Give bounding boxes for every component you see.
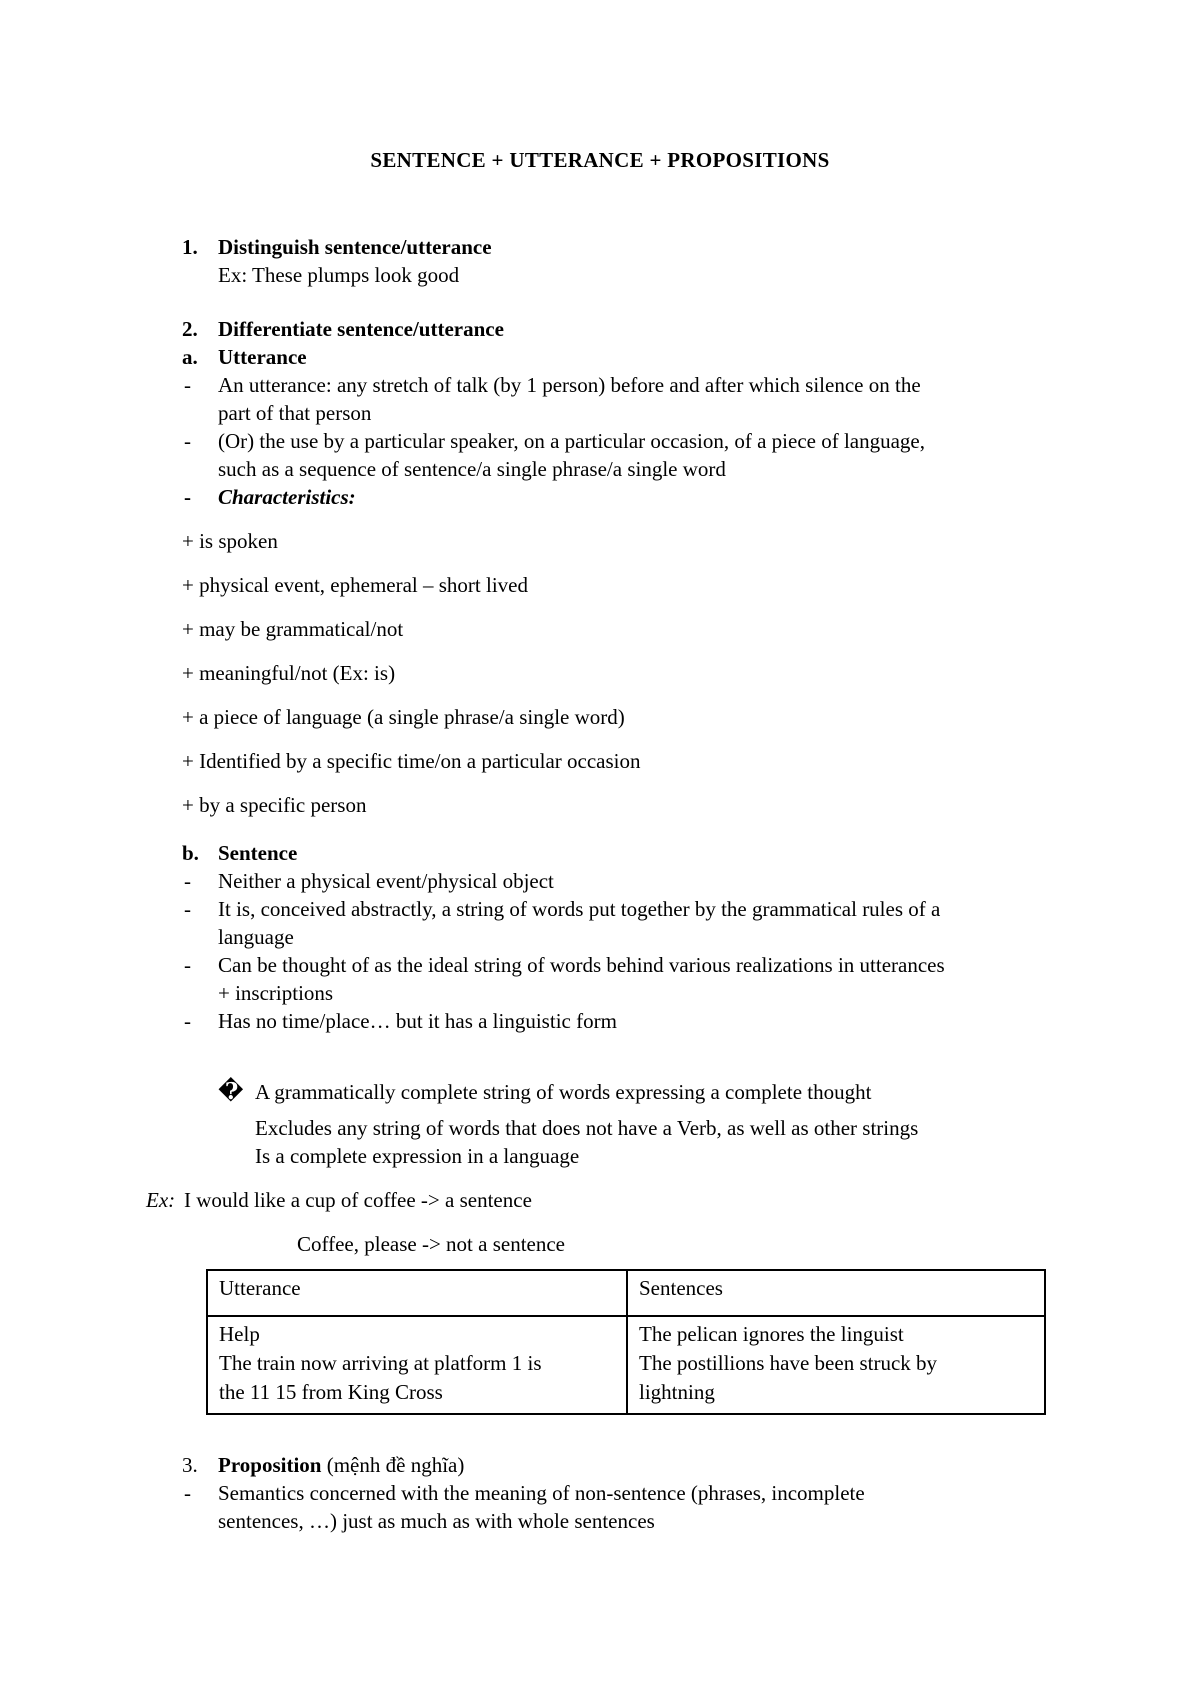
- characteristic-item: + physical event, ephemeral – short lived: [182, 573, 528, 597]
- sentence-point-3-line2: + inscriptions: [218, 981, 334, 1005]
- bullet-dash: -: [184, 897, 191, 921]
- section-2-number: 2.: [182, 317, 198, 341]
- characteristic-item: + by a specific person: [182, 793, 367, 817]
- section-1-heading: Distinguish sentence/utterance: [218, 235, 492, 259]
- example-sentence: I would like a cup of coffee -> a sentence: [184, 1188, 532, 1212]
- characteristic-item: + is spoken: [182, 529, 278, 553]
- utterance-def-2-line2: such as a sequence of sentence/a single phrase/a single word: [218, 457, 726, 481]
- section-3-heading: Proposition: [218, 1453, 322, 1477]
- sentence-definition: A grammatically complete string of words expressing a complete thought: [255, 1080, 872, 1104]
- table-cell-line: The postillions have been struck by: [639, 1351, 938, 1375]
- table-cell-line: The pelican ignores the linguist: [639, 1322, 904, 1346]
- utterance-def-2-line1: (Or) the use by a particular speaker, on a particular occasion, of a piece of language,: [218, 429, 925, 453]
- section-3-heading-line: [218, 1451, 464, 1479]
- bullet-dash: -: [184, 1009, 191, 1033]
- table-header-utterance: Utterance: [207, 1270, 627, 1316]
- table-cell-line: lightning: [639, 1380, 715, 1404]
- subsection-b-letter: b.: [182, 841, 199, 865]
- section-3-number: 3.: [182, 1453, 198, 1477]
- example-label: Ex:: [146, 1188, 176, 1212]
- bullet-dash: -: [184, 373, 191, 397]
- characteristic-item: + meaningful/not (Ex: is): [182, 661, 396, 685]
- sentence-point-3-line1: Can be thought of as the ideal string of words behind various realizations in utterances: [218, 953, 945, 977]
- table-cell-utterance-examples: [207, 1316, 627, 1414]
- arrow-icon: �: [218, 1079, 244, 1104]
- utterance-def-1-line1: An utterance: any stretch of talk (by 1 person) before and after which silence on the: [218, 373, 921, 397]
- section-1-number: 1.: [182, 235, 198, 259]
- subsection-a-letter: a.: [182, 345, 198, 369]
- sentence-point-4: Has no time/place… but it has a linguistic form: [218, 1009, 617, 1033]
- sentence-point-2-line2: language: [218, 925, 294, 949]
- table-cell-sentence-examples: [627, 1316, 1045, 1414]
- characteristic-item: + Identified by a specific time/on a particular occasion: [182, 749, 641, 773]
- utterance-def-1-line2: part of that person: [218, 401, 372, 425]
- bullet-dash: -: [184, 953, 191, 977]
- sentence-point-1: Neither a physical event/physical object: [218, 869, 554, 893]
- bullet-dash: -: [184, 1481, 191, 1505]
- proposition-point-line2: sentences, …) just as much as with whole sentences: [218, 1509, 655, 1533]
- section-2-heading: Differentiate sentence/utterance: [218, 317, 504, 341]
- subsection-b-heading: Sentence: [218, 841, 298, 865]
- bullet-dash: -: [184, 485, 191, 509]
- bullet-dash: -: [184, 869, 191, 893]
- comparison-table: [206, 1269, 1046, 1415]
- sentence-definition-line2: Excludes any string of words that does not have a Verb, as well as other strings: [255, 1116, 919, 1140]
- table-header-row: [207, 1270, 1045, 1316]
- characteristic-item: + may be grammatical/not: [182, 617, 404, 641]
- table-header-sentences: Sentences: [627, 1270, 1045, 1316]
- table-row: [207, 1316, 1045, 1414]
- characteristic-item: + a piece of language (a single phrase/a single word): [182, 705, 625, 729]
- example-non-sentence: Coffee, please -> not a sentence: [297, 1232, 566, 1256]
- table-cell-line: The train now arriving at platform 1 is: [219, 1351, 542, 1375]
- proposition-point-line1: Semantics concerned with the meaning of non-sentence (phrases, incomplete: [218, 1481, 865, 1505]
- section-3-heading-note: (mệnh đề nghĩa): [326, 1453, 465, 1477]
- table-cell-line: the 11 15 from King Cross: [219, 1380, 443, 1404]
- bullet-dash: -: [184, 429, 191, 453]
- sentence-point-2-line1: It is, conceived abstractly, a string of words put together by the grammatical rules of a: [218, 897, 941, 921]
- table-cell-line: Help: [219, 1322, 260, 1346]
- section-1-example: Ex: These plumps look good: [218, 263, 460, 287]
- document-title: SENTENCE + UTTERANCE + PROPOSITIONS: [370, 148, 830, 172]
- characteristics-label: Characteristics:: [218, 485, 356, 509]
- subsection-a-heading: Utterance: [218, 345, 307, 369]
- sentence-definition-line3: Is a complete expression in a language: [255, 1144, 580, 1168]
